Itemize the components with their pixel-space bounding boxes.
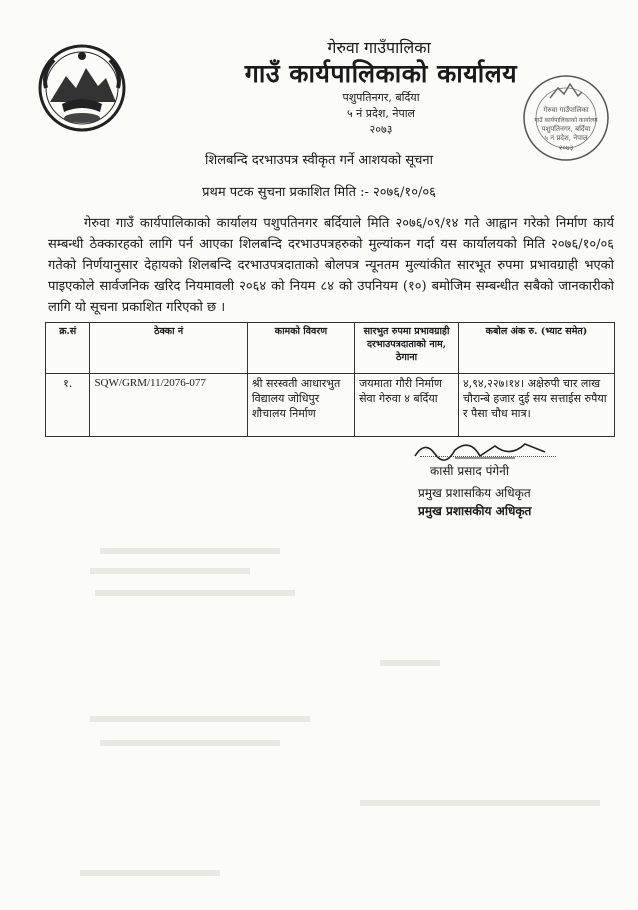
signatory-title: प्रमुख प्रशासकिय अधिकृत: [418, 486, 531, 500]
notice-body: गेरुवा गाउँ कार्यपालिकाको कार्यालय पशुपतिनगर बर्दियाले मिति २०७६/०९/१४ गते आह्वान गरेको निर्माण कार्य सम्बन्धी ठेक्कारहको लागि पर्न आएका शिलबन्दि दरभाउपत्रहरुको मुल्यांकन गर्दा यस कार्यालयको मिति २०७६/१०/०६ गतेको निर्णयानुसार देहायको शिलबन्दि दरभाउपत्रदाताको बोलपत्र न्यूनतम मुल्यांकीत सारभूत रुपमा प्रभावग्राही भएको पाइएकोले सार्वजनिक खरिद नियमावली २०६४ को नियम ८४ को उपनियम (१०) बमोजिम सम्बन्धीत सबैको जानकारीको लागि यो सूचना प्रकाशित गरिएको छ ।: [48, 216, 614, 315]
stamp-line-2: गाउँ कार्यपालिकाको कार्यालय: [534, 117, 598, 124]
cell-sn: १.: [46, 374, 90, 437]
table-header-row: [46, 323, 615, 374]
col-header-bidder: सारभुत रुपमा प्रभावग्राही दरभाउपत्रदाताको नाम, ठेगाना: [355, 323, 459, 374]
col-header-sn: क्र.सं: [46, 323, 90, 374]
show-through: [80, 870, 220, 876]
cell-work-description: श्री सरस्वती आधारभुत विद्यालय जोधिपुर शौचालय निर्माण: [247, 374, 354, 437]
signatory-name: कासी प्रसाद पंगेनी: [430, 464, 509, 478]
address-line-1: पशुपतिनगर, बर्दिया: [342, 91, 420, 104]
publication-date: प्रथम पटक सुचना प्रकाशित मिति :- २०७६/१०/०६: [202, 185, 436, 200]
table-row: [46, 374, 615, 437]
show-through: [100, 740, 280, 746]
stamp-line-3: पशुपतिनगर, बर्दिया: [541, 125, 591, 133]
address-line-2: ५ नं प्रदेश, नेपाल: [346, 107, 416, 120]
established-year: २०७३: [369, 123, 393, 136]
col-header-contract-no: ठेक्का नं: [90, 323, 247, 374]
tender-table: [45, 322, 615, 437]
office-name: गाउँ कार्यपालिकाको कार्यालय: [244, 59, 518, 88]
show-through: [100, 548, 280, 554]
notice-title: शिलबन्दि दरभाउपत्र स्वीकृत गर्ने आशयको सूचना: [204, 153, 434, 168]
stamp-line-4: ५ नं प्रदेश, नेपाल: [544, 134, 588, 142]
cell-contract-no: SQW/GRM/11/2076-077: [90, 374, 247, 437]
cell-bidder: जयमाता गौरी निर्माण सेवा गेरुवा ४ बर्दिया: [355, 374, 459, 437]
cell-amount: ४,९४,२२७।१४। अक्षेरुपी चार लाख चौरान्बे हजार दुई सय सत्ताईस रुपैया र पैसा चौध मात्र।: [458, 374, 614, 437]
show-through: [360, 800, 600, 806]
stamp-line-5: २०७३: [558, 144, 574, 152]
show-through: [90, 568, 250, 574]
signature-line: [420, 456, 556, 457]
signatory-title-stamp: प्रमुख प्रशासकीय अधिकृत: [418, 504, 532, 518]
stamp-line-1: गेरुवा गाउँपालिका: [543, 106, 589, 114]
show-through: [90, 716, 310, 722]
col-header-work-description: कामको विवरण: [247, 323, 354, 374]
show-through: [380, 660, 440, 666]
col-header-amount: कबोल अंक रु. (भ्याट समेत): [458, 323, 614, 374]
municipality-name: गेरुवा गाउँपालिका: [327, 38, 431, 57]
show-through: [95, 590, 295, 596]
